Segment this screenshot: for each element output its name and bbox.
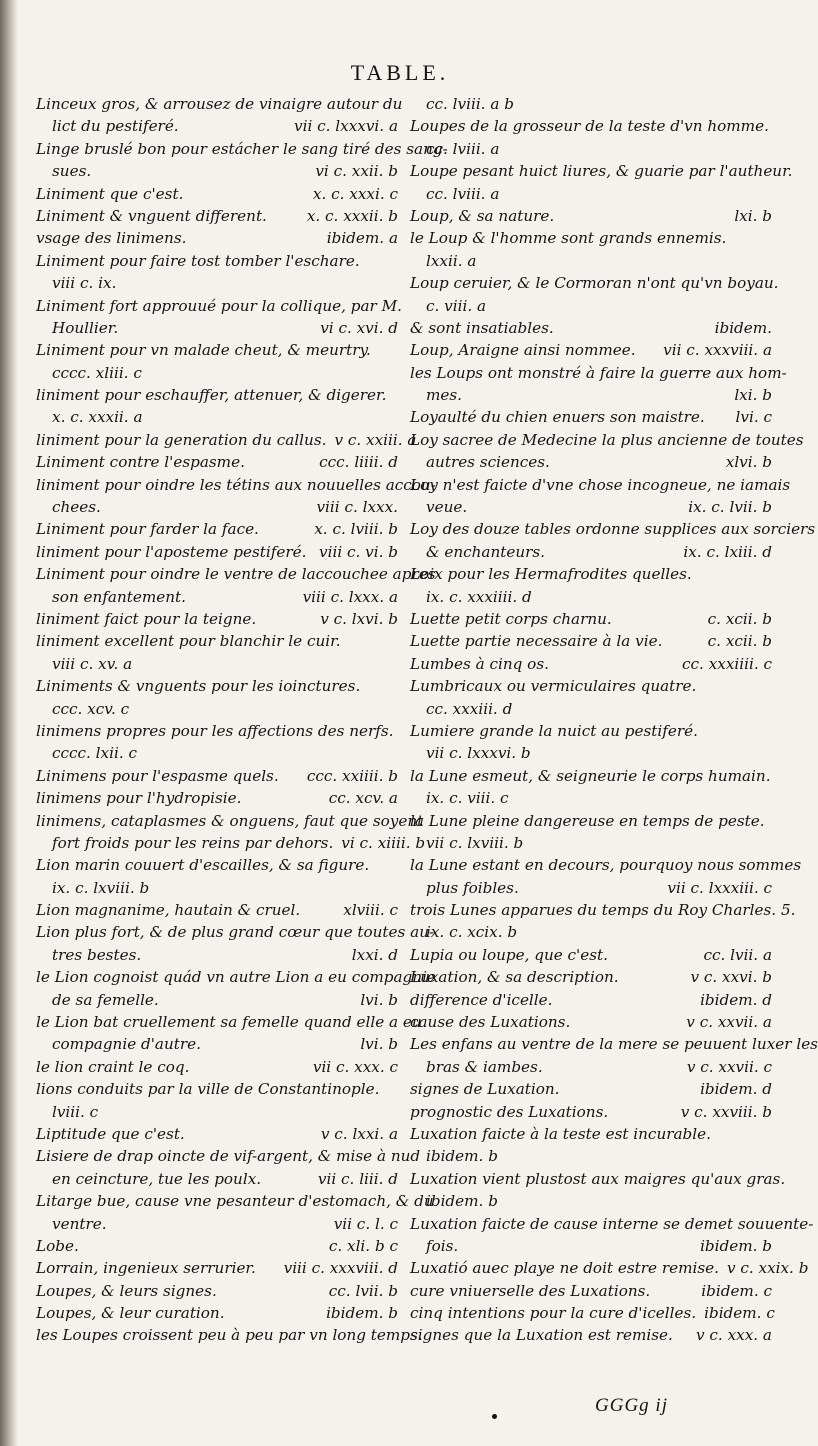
entry-text: cc. lviii. a [426, 139, 500, 158]
entry-text: les Loups ont monstré à faire la guerre aux hom- [410, 363, 787, 382]
index-entry-line [36, 586, 398, 608]
entry-text: Liniment pour oindre le ventre de laccouchee apres [36, 565, 436, 584]
entry-reference: viii c. lxxx. [316, 498, 398, 517]
entry-text: cc. xxxiii. d [426, 699, 513, 718]
index-entry-line [410, 966, 772, 988]
index-entry-line [410, 160, 793, 182]
entry-text: difference d'icelle. [410, 990, 553, 1009]
entry-text: Loup, Araigne ainsi nommee. [410, 341, 636, 360]
entry-reference: ibidem. c [704, 1304, 775, 1323]
entry-reference: c. xcii. b [707, 632, 772, 651]
entry-text: la Lune pleine dangereuse en temps de peste. [410, 811, 765, 830]
index-entry-line [410, 653, 772, 675]
index-entry-line [410, 1213, 814, 1235]
index-entry-line [410, 205, 772, 227]
entry-text: les Loupes croissent peu à peu par vn long temps. [36, 1326, 423, 1345]
entry-text: son enfantement. [52, 587, 186, 606]
index-entry-line [410, 787, 772, 809]
index-entry-line [410, 227, 772, 249]
index-entry-line [410, 1324, 772, 1346]
index-entry-line [36, 765, 398, 787]
entry-text: vii c. lxviii. b [426, 833, 524, 852]
entry-text: autres sciences. [426, 453, 550, 472]
index-entry-line [36, 720, 398, 742]
index-entry-line [410, 675, 772, 697]
entry-text: de sa femelle. [52, 990, 159, 1009]
index-entry-line [410, 1235, 772, 1257]
entry-text: Liniment fort approuué pour la collique, par M. [36, 296, 403, 315]
entry-text: liniment pour l'aposteme pestiferé. [36, 542, 307, 561]
entry-text: Linge bruslé bon pour estácher le sang tiré des sang- [36, 139, 448, 158]
index-entry-line [36, 1123, 398, 1145]
entry-text: ix. c. xxxiiii. d [426, 587, 532, 606]
entry-text: Luette petit corps charnu. [410, 609, 612, 628]
index-entry-line [410, 810, 772, 832]
index-entry-line [36, 1101, 398, 1123]
index-entry-line [410, 518, 816, 540]
entry-text: la Lune estant en decours, pourquoy nous sommes [410, 856, 802, 875]
entry-reference: vi c. xiiii. b [341, 833, 426, 852]
page-binding-edge [0, 0, 18, 1446]
index-entry-line [410, 1101, 772, 1123]
index-entry-line [36, 205, 398, 227]
index-entry-line [410, 1123, 772, 1145]
index-entry-line [410, 608, 772, 630]
entry-text: Luxatió auec playe ne doit estre remise. [410, 1259, 719, 1278]
index-entry-line [36, 563, 436, 585]
index-entry-line [410, 1302, 775, 1324]
index-entry-line [36, 160, 398, 182]
entry-text: Lion marin couuert d'escailles, & sa figure. [36, 856, 370, 875]
entry-text: c. viii. a [426, 296, 487, 315]
index-entry-line [36, 832, 426, 854]
entry-text: veue. [426, 498, 468, 517]
index-entry-line [36, 787, 398, 809]
entry-text: lxxii. a [426, 251, 477, 270]
index-entry-line [36, 921, 435, 943]
entry-reference: xlviii. c [343, 901, 398, 920]
index-entry-line [36, 496, 398, 518]
entry-reference: vi c. xvi. d [320, 318, 398, 337]
index-entry-line [36, 854, 398, 876]
entry-text: linimens, cataplasmes & onguens, faut que soyent [36, 811, 424, 830]
entry-text: Liniment que c'est. [36, 184, 184, 203]
entry-reference: v c. xxiii. a [334, 430, 417, 449]
index-entry-line [410, 1190, 772, 1212]
entry-reference: vi c. xxii. b [315, 162, 398, 181]
index-entry-line [36, 474, 436, 496]
entry-text: Luxation faicte de cause interne se demet souuente- [410, 1214, 814, 1233]
index-entry-line [410, 899, 796, 921]
index-entry-line [36, 1033, 398, 1055]
index-entry-line [36, 675, 398, 697]
index-entry-line [36, 810, 424, 832]
entry-text: bras & iambes. [426, 1057, 543, 1076]
entry-text: x. c. xxxii. a [52, 408, 143, 427]
index-entry-line [36, 1235, 398, 1257]
index-entry-line [410, 474, 791, 496]
entry-reference: viii c. vi. b [319, 542, 398, 561]
entry-reference: vii c. liii. d [317, 1169, 398, 1188]
index-entry-line [410, 272, 779, 294]
index-entry-line [36, 406, 398, 428]
index-entry-line [410, 832, 772, 854]
entry-text: Luxation, & sa description. [410, 968, 619, 987]
entry-reference: ibidem. a [326, 229, 398, 248]
entry-text: Liniment & vnguent different. [36, 206, 267, 225]
entry-reference: ix. c. lvii. b [688, 498, 772, 517]
entry-reference: v c. lxxi. a [320, 1124, 398, 1143]
entry-text: Lobe. [36, 1236, 79, 1255]
entry-text: Lumbes à cinq os. [410, 654, 549, 673]
entry-reference: ibidem. d [700, 1080, 772, 1099]
index-entry-line [410, 698, 772, 720]
entry-reference: x. c. xxxii. b [306, 206, 398, 225]
index-entry-line [36, 518, 398, 540]
entry-text: cause des Luxations. [410, 1013, 571, 1032]
entry-text: ventre. [52, 1214, 107, 1233]
entry-text: lviii. c [52, 1102, 99, 1121]
index-entry-line [36, 1257, 398, 1279]
entry-text: ix. c. lxviii. b [52, 878, 150, 897]
index-entry-line [36, 227, 398, 249]
index-entry-line [410, 317, 772, 339]
index-entry-line [36, 899, 398, 921]
index-entry-line [36, 295, 403, 317]
entry-reference: ccc. xxiiii. b [306, 766, 398, 785]
entry-text: Liniment pour farder la face. [36, 520, 259, 539]
index-entry-line [36, 384, 398, 406]
index-entry-line [36, 1145, 421, 1167]
entry-text: fois. [426, 1236, 459, 1255]
index-entry-line [410, 406, 772, 428]
entry-text: compagnie d'autre. [52, 1035, 201, 1054]
entry-text: signes que la Luxation est remise. [410, 1326, 673, 1345]
entry-text: linimens propres pour les affections des nerfs. [36, 721, 394, 740]
index-entry-line [36, 541, 398, 563]
index-entry-line [36, 250, 398, 272]
index-entry-line [410, 250, 772, 272]
entry-text: vii c. lxxxvi. b [426, 744, 531, 763]
entry-text: linimens pour l'hydropisie. [36, 789, 242, 808]
entry-reference: xlvi. b [725, 453, 772, 472]
entry-text: fort froids pour les reins par dehors. [52, 833, 334, 852]
entry-text: Liniment contre l'espasme. [36, 453, 245, 472]
entry-text: Loup ceruier, & le Cormoran n'ont qu'vn boyau. [410, 274, 779, 293]
entry-text: Lorrain, ingenieux serrurier. [36, 1259, 256, 1278]
entry-reference: v c. xxx. a [696, 1326, 772, 1345]
index-entry-line [36, 1056, 398, 1078]
entry-reference: ibidem. b [700, 1236, 772, 1255]
entry-text: cc. lviii. a b [426, 95, 514, 113]
index-entry-line [410, 93, 772, 115]
entry-reference: cc. xcv. a [328, 789, 398, 808]
entry-reference: vii c. lxxxiii. c [667, 878, 772, 897]
entry-reference: lxi. b [734, 206, 772, 225]
index-entry-line [410, 295, 772, 317]
entry-text: Loupes de la grosseur de la teste d'vn homme. [410, 117, 769, 136]
index-entry-line [410, 541, 772, 563]
index-entry-line [410, 1056, 772, 1078]
index-entry-line [36, 742, 398, 764]
entry-text: liniment pour oindre les tétins aux nouuelles accou- [36, 475, 436, 494]
entry-reference: cc. lvii. a [703, 945, 772, 964]
entry-reference: c. xli. b c [328, 1236, 398, 1255]
index-entry-line [410, 339, 772, 361]
index-entry-line [410, 1078, 772, 1100]
entry-reference: vii c. lxxxvi. a [294, 117, 398, 136]
entry-text: le Lion cognoist quád vn autre Lion a eu compagnie [36, 968, 436, 987]
entry-text: mes. [426, 386, 463, 405]
entry-text: chees. [52, 498, 101, 517]
entry-text: cccc. lxii. c [52, 744, 137, 763]
index-entry-line [36, 115, 398, 137]
index-entry-line [410, 1011, 772, 1033]
entry-text: cinq intentions pour la cure d'icelles. [410, 1304, 697, 1323]
entry-reference: ibidem. b [326, 1304, 398, 1323]
entry-reference: vii c. l. c [333, 1214, 398, 1233]
index-entry-line [410, 384, 772, 406]
index-entry-line [36, 1168, 398, 1190]
entry-text: Linimens pour l'espasme quels. [36, 766, 279, 785]
index-entry-line [36, 1324, 423, 1346]
entry-text: le Loup & l'homme sont grands ennemis. [410, 229, 727, 248]
entry-text: le lion craint le coq. [36, 1057, 190, 1076]
entry-text: trois Lunes apparues du temps du Roy Charles. 5. [410, 901, 796, 920]
entry-text: liniment pour eschauffer, attenuer, & digerer. [36, 386, 387, 405]
entry-reference: lvi. b [360, 990, 398, 1009]
index-entry-line [36, 362, 398, 384]
entry-text: Liniment pour faire tost tomber l'eschare. [36, 251, 360, 270]
entry-reference: v c. xxix. b [726, 1259, 809, 1278]
index-entry-line [410, 1168, 786, 1190]
entry-text: Loix pour les Hermafrodites quelles. [410, 565, 692, 584]
index-entry-line [36, 1302, 398, 1324]
index-entry-line [410, 362, 787, 384]
ornament-dot [492, 1414, 497, 1419]
entry-reference: ix. c. lxiii. d [683, 542, 772, 561]
index-entry-line [36, 1078, 398, 1100]
entry-reference: viii c. xxxviii. d [283, 1259, 398, 1278]
entry-text: Lisiere de drap oincte de vif-argent, & mise à nud [36, 1147, 421, 1166]
entry-text: ibidem. b [426, 1147, 498, 1166]
entry-reference: ibidem. d [700, 990, 772, 1009]
entry-reference: cc. xxxiiii. c [682, 654, 772, 673]
index-entry-line [36, 653, 398, 675]
index-entry-line [36, 272, 398, 294]
index-entry-line [410, 138, 772, 160]
entry-text: signes de Luxation. [410, 1080, 560, 1099]
entry-text: Lumiere grande la nuict au pestiferé. [410, 721, 698, 740]
entry-reference: v c. xxvii. c [686, 1057, 772, 1076]
entry-text: la Lune esmeut, & seigneurie le corps humain. [410, 766, 771, 785]
entry-text: Loy sacree de Medecine la plus ancienne de toutes [410, 430, 804, 449]
index-entry-line [410, 1257, 809, 1279]
entry-text: Lumbricaux ou vermiculaires quatre. [410, 677, 697, 696]
entry-text: le Lion bat cruellement sa femelle quand elle a eu [36, 1013, 422, 1032]
entry-reference: lvi. b [360, 1035, 398, 1054]
entry-text: & sont insatiables. [410, 318, 554, 337]
index-entry-line [410, 1280, 772, 1302]
entry-reference: vii c. xxx. c [312, 1057, 398, 1076]
index-entry-line [36, 339, 398, 361]
entry-reference: v c. lxvi. b [320, 609, 398, 628]
entry-reference: x. c. lviii. b [314, 520, 398, 539]
entry-text: lict du pestiferé. [52, 117, 179, 136]
entry-reference: viii c. lxxx. a [302, 587, 398, 606]
index-entry-line [410, 630, 772, 652]
index-entry-line [410, 1033, 818, 1055]
index-entry-line [410, 742, 772, 764]
entry-reference: v c. xxvii. a [686, 1013, 772, 1032]
index-entry-line [36, 1190, 434, 1212]
entry-text: cccc. xliii. c [52, 363, 142, 382]
signature-mark: GGGg ij [595, 1395, 668, 1416]
index-entry-line [36, 317, 398, 339]
index-entry-line [36, 966, 436, 988]
index-entry-line [36, 608, 398, 630]
index-entry-line [36, 989, 398, 1011]
entry-reference: lvi. c [735, 408, 772, 427]
entry-text: Litarge bue, cause vne pesanteur d'estomach, & du [36, 1192, 434, 1211]
entry-reference: ibidem. c [701, 1281, 772, 1300]
index-entry-line [36, 451, 398, 473]
entry-text: Loy des douze tables ordonne supplices aux sorciers [410, 520, 816, 539]
index-entry-line [36, 1213, 398, 1235]
index-entry-line [36, 138, 448, 160]
entry-text: ix. c. viii. c [426, 789, 509, 808]
entry-text: cc. lviii. a [426, 184, 500, 203]
index-entry-line [36, 183, 398, 205]
entry-text: Loyaulté du chien enuers son maistre. [410, 408, 705, 427]
entry-text: Lion magnanime, hautain & cruel. [36, 901, 301, 920]
index-entry-line [410, 989, 772, 1011]
entry-text: liniment pour la generation du callus. [36, 430, 327, 449]
entry-text: en ceincture, tue les poulx. [52, 1169, 262, 1188]
index-entry-line [410, 429, 804, 451]
entry-reference: lxxi. d [351, 945, 398, 964]
index-entry-line [36, 93, 403, 115]
index-entry-line [410, 586, 772, 608]
index-entry-line [410, 720, 772, 742]
index-entry-line [410, 563, 772, 585]
index-entry-line [410, 944, 772, 966]
index-entry-line [36, 698, 398, 720]
entry-text: Lupia ou loupe, que c'est. [410, 945, 608, 964]
entry-text: & enchanteurs. [426, 542, 545, 561]
entry-text: viii c. ix. [52, 274, 117, 293]
entry-text: cure vniuerselle des Luxations. [410, 1281, 651, 1300]
entry-text: prognostic des Luxations. [410, 1102, 609, 1121]
index-entry-line [36, 429, 417, 451]
entry-reference: c. xcii. b [707, 609, 772, 628]
entry-text: Loupes, & leur curation. [36, 1304, 225, 1323]
index-entry-line [36, 944, 398, 966]
index-entry-line [410, 877, 772, 899]
entry-text: Loupes, & leurs signes. [36, 1281, 217, 1300]
entry-reference: v c. xxviii. b [680, 1102, 772, 1121]
entry-text: sues. [52, 162, 92, 181]
index-entry-line [410, 921, 772, 943]
entry-reference: ccc. liiii. d [319, 453, 398, 472]
entry-text: vsage des linimens. [36, 229, 187, 248]
index-entry-line [36, 1011, 422, 1033]
entry-text: Loupe pesant huict liures, & guarie par l'autheur. [410, 162, 793, 181]
entry-text: Linceux gros, & arrousez de vinaigre autour du [36, 95, 403, 113]
entry-text: tres bestes. [52, 945, 142, 964]
entry-text: Loup, & sa nature. [410, 206, 555, 225]
entry-text: Luette partie necessaire à la vie. [410, 632, 663, 651]
right-column [410, 93, 818, 1347]
index-entry-line [36, 1280, 398, 1302]
entry-reference: v c. xxvi. b [690, 968, 772, 987]
index-entry-line [410, 854, 802, 876]
index-entry-line [410, 496, 772, 518]
index-entry-line [36, 630, 398, 652]
entry-text: Les enfans au ventre de la mere se peuuent luxer les [410, 1035, 818, 1054]
entry-text: liniment excellent pour blanchir le cuir. [36, 632, 341, 651]
entry-reference: x. c. xxxi. c [312, 184, 398, 203]
entry-text: ix. c. xcix. b [426, 923, 518, 942]
entry-text: Liniments & vnguents pour les ioinctures. [36, 677, 361, 696]
index-entry-line [410, 1145, 772, 1167]
entry-text: viii c. xv. a [52, 654, 133, 673]
entry-text: plus foibles. [426, 878, 519, 897]
running-header: TABLE. [350, 60, 450, 85]
entry-text: lions conduits par la ville de Constantinople. [36, 1080, 380, 1099]
entry-text: Loy n'est faicte d'vne chose incogneue, ne iamais [410, 475, 791, 494]
entry-text: Houllier. [52, 318, 119, 337]
entry-reference: ibidem. [714, 318, 772, 337]
entry-text: Lion plus fort, & de plus grand cœur que toutes au- [36, 923, 435, 942]
entry-text: Luxation vient plustost aux maigres qu'aux gras. [410, 1169, 786, 1188]
entry-text: ccc. xcv. c [52, 699, 130, 718]
index-entry-line [410, 115, 772, 137]
entry-reference: vii c. xxxviii. a [663, 341, 772, 360]
index-entry-line [36, 877, 398, 899]
entry-text: Liptitude que c'est. [36, 1124, 185, 1143]
index-entry-line [410, 765, 772, 787]
index-entry-line [410, 451, 772, 473]
entry-reference: lxi. b [734, 386, 772, 405]
entry-text: ibidem. b [426, 1192, 498, 1211]
entry-text: liniment faict pour la teigne. [36, 609, 257, 628]
entry-reference: cc. lvii. b [328, 1281, 398, 1300]
index-entry-line [410, 183, 772, 205]
entry-text: Luxation faicte à la teste est incurable. [410, 1124, 711, 1143]
entry-text: Liniment pour vn malade cheut, & meurtry. [36, 341, 371, 360]
